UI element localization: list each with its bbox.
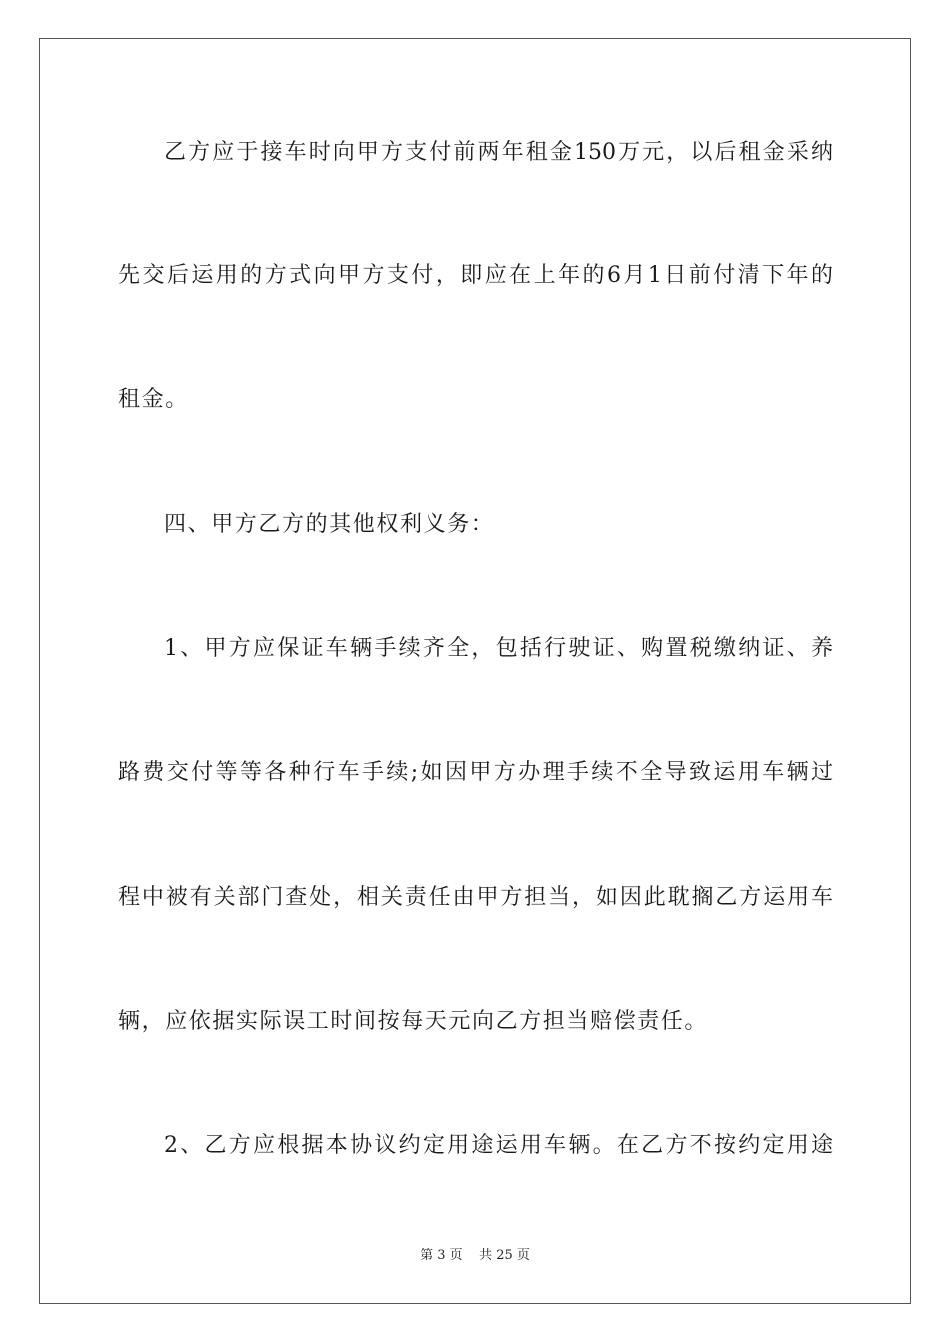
paragraph-line: 2、乙方应根据本协议约定用途运用车辆。在乙方不按约定用途 <box>164 1133 833 1158</box>
page-number-footer: 第 3 页 共 25 页 <box>420 1248 530 1263</box>
paragraph-line: 1、甲方应保证车辆手续齐全，包括行驶证、购置税缴纳证、养 <box>164 636 833 661</box>
paragraph-line: 租金。 <box>118 387 189 412</box>
paragraph-line: 乙方应于接车时向甲方支付前两年租金150万元，以后租金采纳 <box>164 140 833 165</box>
paragraph-line: 先交后运用的方式向甲方支付，即应在上年的6月1日前付清下年的 <box>118 263 833 288</box>
paragraph-line: 辆，应依据实际误工时间按每天元向乙方担当赔偿责任。 <box>118 1009 709 1034</box>
page-border <box>39 38 911 1304</box>
section-heading: 四、甲方乙方的其他权利义务： <box>164 512 495 537</box>
paragraph-line: 程中被有关部门查处，相关责任由甲方担当，如因此耽搁乙方运用车 <box>118 885 833 910</box>
paragraph-line: 路费交付等等各种行车手续;如因甲方办理手续不全导致运用车辆过 <box>118 760 833 785</box>
